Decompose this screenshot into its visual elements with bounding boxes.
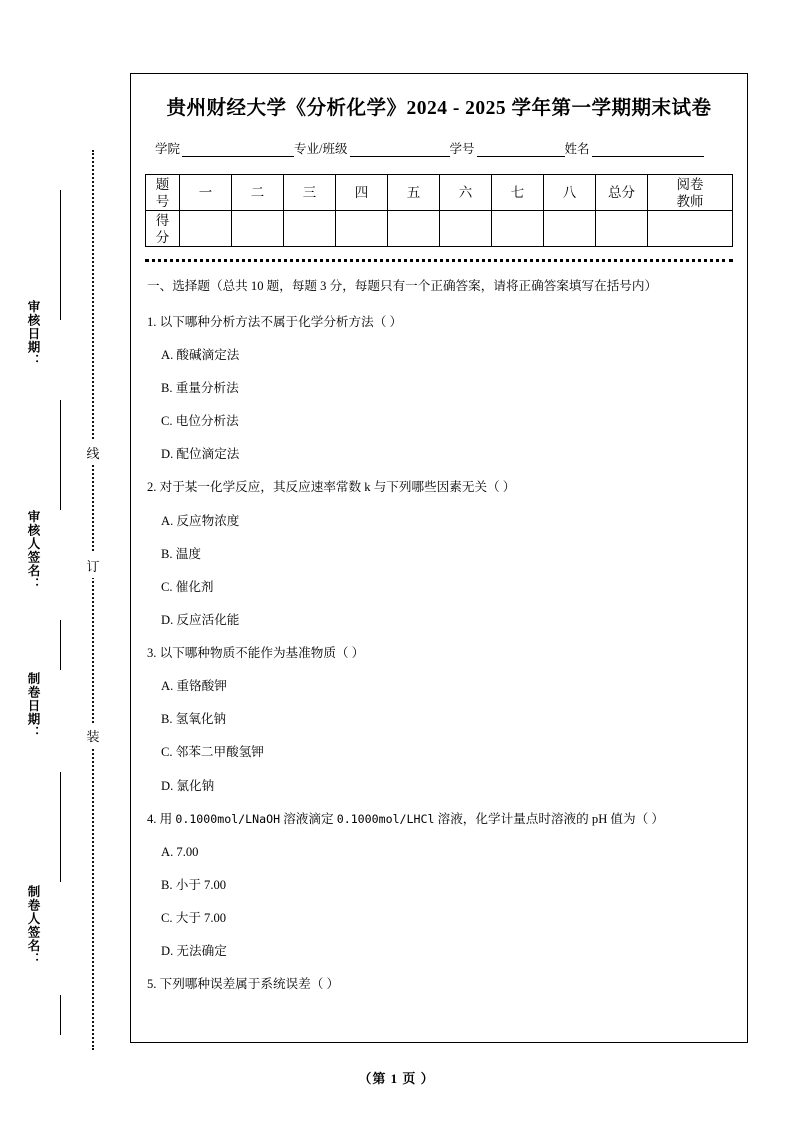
- score-table: [145, 174, 733, 247]
- margin-rule-lower: [60, 772, 61, 882]
- score-label-line-1: 得: [155, 212, 170, 228]
- option-key: A.: [161, 513, 174, 528]
- score-cell-1[interactable]: [180, 211, 232, 247]
- col-header-3: 三: [284, 175, 336, 211]
- option-text: 酸碱滴定法: [176, 347, 240, 362]
- question-1-number: 1.: [147, 314, 157, 329]
- option-key: B.: [161, 712, 173, 727]
- score-cell-3[interactable]: [284, 211, 336, 247]
- option-text: 邻苯二甲酸氢钾: [175, 745, 264, 760]
- option-key: D.: [161, 447, 174, 462]
- option-key: A.: [161, 679, 174, 694]
- field-name-label: 姓名: [564, 142, 590, 156]
- option-key: A.: [161, 347, 174, 362]
- field-name-input[interactable]: [592, 143, 704, 157]
- section-heading-1: 一、选择题（总共 10 题，每题 3 分，每题只有一个正确答案，请将正确答案填写在括号内）: [147, 279, 658, 293]
- table-row-scores: [146, 211, 733, 247]
- binding-dotted-line: [92, 150, 94, 1050]
- question-4-text-suffix: 溶液，化学计量点时溶液的 pH 值为（ ）: [434, 811, 664, 826]
- score-cell-teacher[interactable]: [648, 211, 733, 247]
- option-key: B.: [161, 878, 173, 893]
- row-label-line-2: 号: [155, 193, 170, 209]
- score-label-line-2: 分: [155, 229, 170, 245]
- option-key: A.: [161, 844, 174, 859]
- question-1-option-c[interactable]: [161, 411, 731, 431]
- field-college-label: 学院: [155, 142, 181, 156]
- col-header-total: 总分: [596, 175, 648, 211]
- score-cell-2[interactable]: [232, 211, 284, 247]
- row-label-question-number: [146, 175, 180, 211]
- question-1: [147, 312, 731, 332]
- question-body: [147, 276, 731, 995]
- margin-rule-lower-mid: [60, 620, 61, 670]
- field-name: [565, 139, 704, 157]
- option-key: B.: [161, 546, 173, 561]
- option-key: C.: [161, 579, 173, 594]
- col-header-4: 四: [336, 175, 388, 211]
- teacher-label-line-2: 教师: [676, 193, 704, 209]
- score-cell-4[interactable]: [336, 211, 388, 247]
- col-header-7: 七: [492, 175, 544, 211]
- question-2-option-a[interactable]: [161, 511, 731, 531]
- option-key: C.: [161, 745, 173, 760]
- col-header-6: 六: [440, 175, 492, 211]
- question-3-text: 以下哪种物质不能作为基准物质（ ）: [159, 646, 365, 661]
- option-text: 小于 7.00: [175, 878, 227, 893]
- table-row-headers: [146, 175, 733, 211]
- question-2-text: 对于某一化学反应，其反应速率常数 k 与下列哪些因素无关（ ）: [159, 480, 516, 495]
- question-4-option-a[interactable]: [161, 842, 731, 862]
- question-3-number: 3.: [147, 646, 157, 661]
- row-label-line-1: 题: [155, 176, 170, 192]
- question-1-option-d[interactable]: [161, 444, 731, 464]
- option-text: 电位分析法: [175, 414, 239, 429]
- margin-rule-upper-mid: [60, 400, 61, 510]
- col-header-1: 一: [180, 175, 232, 211]
- option-text: 反应活化能: [176, 612, 240, 627]
- question-2-option-c[interactable]: [161, 577, 731, 597]
- question-4-option-b[interactable]: [161, 875, 731, 895]
- question-5-number: 5.: [147, 977, 157, 992]
- option-key: C.: [161, 414, 173, 429]
- option-key: B.: [161, 380, 173, 395]
- row-label-score: [146, 211, 180, 247]
- score-cell-7[interactable]: [492, 211, 544, 247]
- question-3-option-c[interactable]: [161, 742, 731, 762]
- question-2-option-d[interactable]: [161, 610, 731, 630]
- question-3-option-a[interactable]: [161, 676, 731, 696]
- paper-date-label: 制卷日期：: [26, 672, 40, 740]
- section-divider: [145, 259, 733, 262]
- question-3: [147, 643, 731, 663]
- field-college: [155, 139, 294, 157]
- col-header-2: 二: [232, 175, 284, 211]
- option-text: 温度: [175, 546, 201, 561]
- score-cell-total[interactable]: [596, 211, 648, 247]
- field-student-id-label: 学号: [449, 142, 475, 156]
- field-college-input[interactable]: [182, 143, 294, 157]
- field-major-class-input[interactable]: [350, 143, 450, 157]
- question-5-text: 下列哪种误差属于系统误差（ ）: [159, 977, 340, 992]
- reviewer-signature-label: 审核人签名：: [26, 510, 40, 591]
- page-footer: （第 1 页 ）: [358, 1071, 435, 1086]
- binding-char-bind: 装: [83, 723, 103, 748]
- score-cell-6[interactable]: [440, 211, 492, 247]
- question-2: [147, 477, 731, 497]
- question-2-number: 2.: [147, 480, 157, 495]
- question-4-option-d[interactable]: [161, 941, 731, 961]
- margin-rule-top: [60, 190, 61, 320]
- option-text: 大于 7.00: [175, 911, 227, 926]
- field-student-id: [450, 139, 565, 157]
- option-text: 催化剂: [175, 579, 214, 594]
- student-identity-row: [155, 139, 729, 157]
- question-1-option-a[interactable]: [161, 345, 731, 365]
- option-text: 氢氧化钠: [175, 712, 227, 727]
- page-title: 贵州财经大学《分析化学》2024 - 2025 学年第一学期期末试卷: [166, 98, 712, 119]
- option-key: C.: [161, 911, 173, 926]
- option-text: 氯化钠: [176, 778, 215, 793]
- option-text: 重量分析法: [175, 380, 239, 395]
- question-4-number: 4.: [147, 811, 157, 826]
- question-4-concentration-naoh: 0.1000mol/LNaOH: [175, 811, 281, 826]
- question-4-text-mid: 溶液滴定: [280, 811, 337, 826]
- question-4-text-prefix: 用: [159, 811, 176, 826]
- option-text: 7.00: [176, 844, 199, 859]
- paper-maker-signature-label: 制卷人签名：: [26, 885, 40, 966]
- field-student-id-input[interactable]: [477, 143, 565, 157]
- question-1-option-b[interactable]: [161, 378, 731, 398]
- option-text: 重铬酸钾: [176, 679, 227, 694]
- question-3-option-b[interactable]: [161, 709, 731, 729]
- field-major-class: [294, 139, 449, 157]
- question-4-concentration-hcl: 0.1000mol/LHCl: [336, 811, 435, 826]
- col-header-grading-teacher: [648, 175, 733, 211]
- teacher-label-line-1: 阅卷: [676, 176, 704, 192]
- score-cell-8[interactable]: [544, 211, 596, 247]
- margin-rule-bottom: [60, 995, 61, 1035]
- review-date-label: 审核日期：: [26, 300, 40, 368]
- question-2-option-b[interactable]: [161, 544, 731, 564]
- option-key: D.: [161, 944, 174, 959]
- col-header-8: 八: [544, 175, 596, 211]
- question-4: [147, 809, 731, 829]
- score-cell-5[interactable]: [388, 211, 440, 247]
- question-3-option-d[interactable]: [161, 776, 731, 796]
- exam-page-border: [130, 73, 748, 1043]
- field-major-class-label: 专业/班级: [294, 142, 348, 156]
- question-4-option-c[interactable]: [161, 908, 731, 928]
- col-header-5: 五: [388, 175, 440, 211]
- option-key: D.: [161, 778, 174, 793]
- binding-char-line: 线: [83, 440, 103, 465]
- option-key: D.: [161, 612, 174, 627]
- option-text: 无法确定: [176, 944, 227, 959]
- option-text: 反应物浓度: [176, 513, 240, 528]
- question-1-text: 以下哪种分析方法不属于化学分析方法（ ）: [159, 314, 403, 329]
- binding-char-staple: 订: [83, 553, 103, 578]
- option-text: 配位滴定法: [176, 447, 240, 462]
- question-5: [147, 974, 731, 994]
